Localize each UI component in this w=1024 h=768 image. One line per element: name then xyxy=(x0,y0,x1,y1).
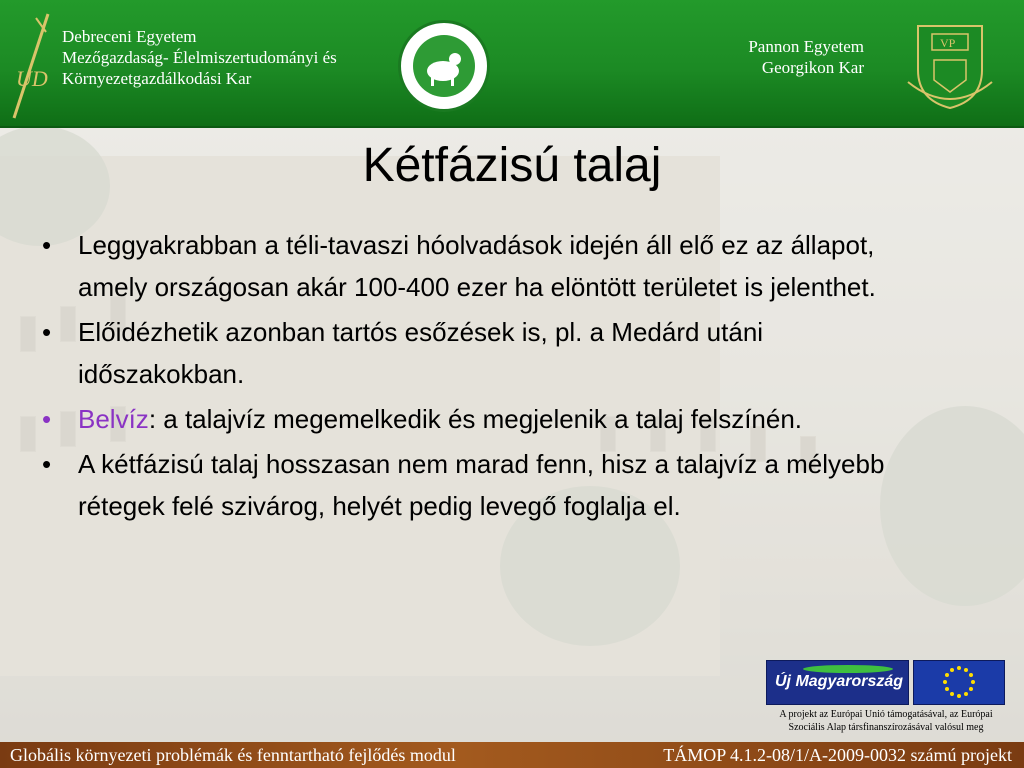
eu-note-line-1: A projekt az Európai Unió támogatásával, az Európai xyxy=(779,709,993,720)
eu-stars-icon xyxy=(914,661,1004,704)
eu-note-line-2: Szociális Alap társfinanszírozásával valósul meg xyxy=(788,722,984,733)
highlighted-term: Belvíz xyxy=(78,404,149,434)
footer-module-name: Globális környezeti problémák és fenntartható fejlődés modul xyxy=(10,745,456,765)
bullet-dot: • xyxy=(42,449,52,479)
bullet-text: Leggyakrabban a téli-tavaszi hóolvadások idején áll elő ez az állapot, amely országosan akár 100-400 ezer ha elöntött területet is jelenthet. xyxy=(78,230,876,302)
header-right-line-1: Pannon Egyetem xyxy=(748,37,864,56)
eu-funding-note xyxy=(762,708,1010,734)
bullet-dot: • xyxy=(42,404,52,434)
header-left-line-3: Környezetgazdálkodási Kar xyxy=(62,69,252,88)
bullet-item xyxy=(40,224,920,308)
bullet-item xyxy=(40,311,920,395)
bullet-list xyxy=(40,224,920,530)
header-right-line-2: Georgikon Kar xyxy=(761,58,864,77)
bullet-dot: • xyxy=(42,230,52,260)
uj-magyarorszag-text: Új Magyarország xyxy=(775,673,904,690)
header-left-line-1: Debreceni Egyetem xyxy=(62,27,197,46)
eu-flag-logo xyxy=(913,660,1005,705)
faculty-seal-logo xyxy=(398,20,490,112)
bullet-item xyxy=(40,398,920,440)
bullet-text: : a talajvíz megemelkedik és megjelenik a talaj felszínén. xyxy=(148,404,803,434)
pannon-university-name xyxy=(748,36,864,78)
university-of-debrecen-logo xyxy=(6,10,54,122)
bullet-text: A kétfázisú talaj hosszasan nem marad fenn, hisz a talajvíz a mélyebb rétegek felé szivárog, helyét pedig levegő foglalja el. xyxy=(78,449,885,521)
pannon-university-crest xyxy=(904,20,996,112)
header-left-line-2: Mezőgazdaság- Élelmiszertudományi és xyxy=(62,48,337,67)
footer-project-id: TÁMOP 4.1.2-08/1/A-2009-0032 számú projekt xyxy=(663,745,1012,765)
crest-letters: VP xyxy=(940,36,956,50)
footer-bar xyxy=(0,742,1024,768)
bullet-item xyxy=(40,443,920,527)
bullet-text: Előidézhetik azonban tartós esőzések is, pl. a Medárd utáni időszakokban. xyxy=(78,317,764,389)
debrecen-university-name xyxy=(62,26,337,89)
uj-magyarorszag-logo xyxy=(766,660,909,705)
ox-icon xyxy=(421,47,467,87)
header-banner xyxy=(0,0,1024,128)
ud-logo-letters: UD xyxy=(16,66,48,91)
bullet-dot: • xyxy=(42,317,52,347)
slide-title: Kétfázisú talaj xyxy=(362,139,662,192)
